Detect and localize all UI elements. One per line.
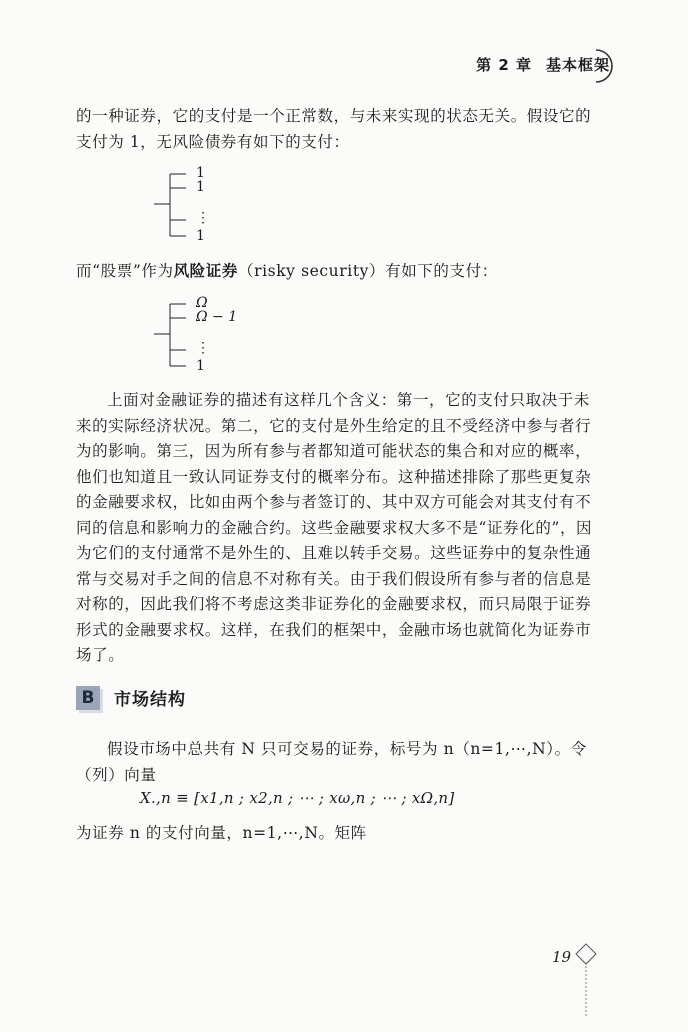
risky-security-term: 风险证券 [173, 262, 238, 280]
section-heading [76, 685, 186, 710]
page-number: 19 [552, 948, 572, 966]
stock-intro-after: （risky security）有如下的支付： [237, 262, 498, 280]
paragraph-riskfree-intro: 的一种证券，它的支付是一个正常数，与未来实现的状态无关。假设它的支付为 1，无风险债券有如下的支付： [76, 107, 592, 151]
paragraph-matrix-intro: 为证券 n 的支付向量，n=1,⋯,N。矩阵 [76, 824, 367, 842]
bond-payoff-2: 1 [196, 179, 205, 195]
bond-payoff-last: 1 [196, 228, 205, 244]
section-title: 市场结构 [114, 690, 186, 710]
header-arc-decoration [578, 46, 618, 86]
bond-payoff-tree [150, 166, 270, 244]
chapter-title: 基本框架 [545, 56, 610, 74]
paragraph-implications: 上面对金融证券的描述有这样几个含义：第一，它的支付只取决于未来的实际经济状况。第二，它的支付是外生给定的且不受经济中参与者行为的影响。第三，因为所有参与者都知道可能状态的集合和对应的概率，他们也知道且一致认同证券支付的概率分布。这种描述排除了那些更复杂的金融要求权，比如由两个参与者签订的、其中双方可能会对其支付有不同的信息和影响力的金融合约。这些金融要求权大多不是“证券化的”，因为它们的支付通常不是外生的、且难以转手交易。这些证券中的复杂性通常与交易对手之间的信息不对称有关。由于我们假设所有参与者的信息是对称的，因此我们将不考虑这类非证券化的金融要求权，而只局限于证券形式的金融要求权。这样，在我们的框架中，金融市场也就简化为证券市场了。 [76, 391, 593, 664]
page-corner-decoration [574, 942, 598, 1018]
stock-payoff-tree [150, 296, 290, 374]
stock-intro-before: 而“股票”作为 [76, 262, 174, 280]
stock-payoff-omega: Ω [196, 295, 208, 311]
stock-payoff-last: 1 [196, 358, 205, 374]
paragraph-market-setup: 假设市场中总共有 N 只可交易的证券，标号为 n（n=1,⋯,N）。令（列）向量 [76, 740, 587, 784]
section-letter-badge: B [76, 686, 100, 710]
chapter-label: 第 2 章 [476, 56, 532, 74]
payoff-vector-formula: X.,n ≡ [x1,n ; x2,n ; ⋯ ; xω,n ; ⋯ ; xΩ,n] [140, 789, 455, 807]
bond-payoff-1: 1 [196, 165, 205, 181]
stock-payoff-omega-minus-1: Ω − 1 [196, 309, 238, 325]
paragraph-stock-intro [76, 259, 596, 285]
stock-payoff-ellipsis: ⋮ [196, 340, 210, 356]
bond-payoff-ellipsis: ⋮ [196, 210, 210, 226]
